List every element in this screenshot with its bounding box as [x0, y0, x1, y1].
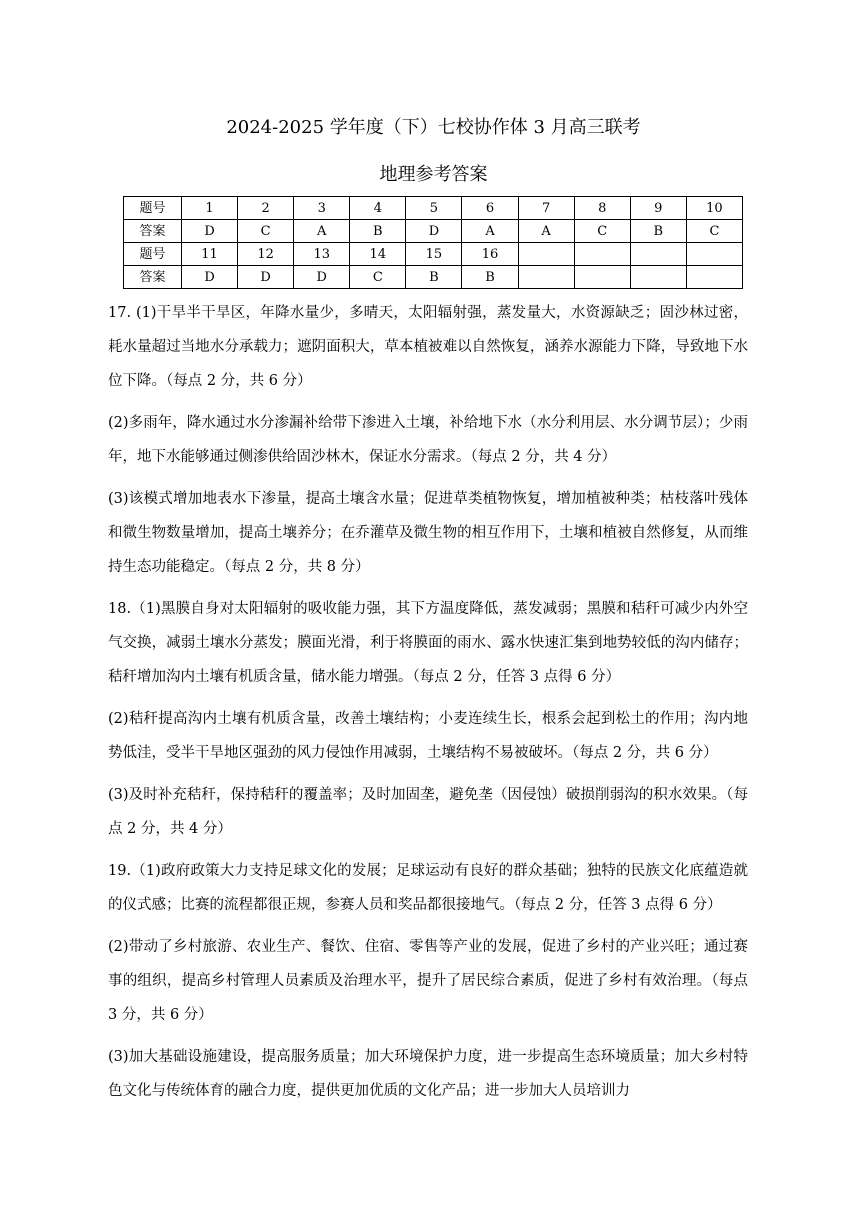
table-cell	[630, 243, 686, 266]
table-cell: B	[462, 266, 518, 289]
table-cell: 答案	[124, 220, 182, 243]
answer-table	[123, 196, 743, 289]
table-cell	[574, 266, 630, 289]
answer-body	[108, 296, 748, 1116]
table-cell: 答案	[124, 266, 182, 289]
document-title: 2024-2025 学年度（下）七校协作体 3 月高三联考	[226, 117, 641, 138]
answer-19-1: 19.（1)政府政策大力支持足球文化的发展；足球运动有良好的群众基础；独特的民族文化底蕴造就的仪式感；比赛的流程都很正规，参赛人员和奖品都很接地气。（每点 2 分，任答 3 点得 6 分）	[108, 863, 748, 913]
table-cell: D	[182, 220, 238, 243]
table-cell: 2	[238, 197, 294, 220]
table-cell: 9	[630, 197, 686, 220]
table-cell: 6	[462, 197, 518, 220]
table-cell: 3	[294, 197, 350, 220]
table-cell: C	[686, 220, 742, 243]
table-cell: C	[350, 266, 406, 289]
table-cell: 4	[350, 197, 406, 220]
table-cell: B	[350, 220, 406, 243]
table-cell: 14	[350, 243, 406, 266]
table-cell	[518, 243, 574, 266]
table-cell: D	[182, 266, 238, 289]
table-cell: 题号	[124, 197, 182, 220]
answer-17-3: (3)该模式增加地表水下渗量，提高土壤含水量；促进草类植物恢复，增加植被种类；枯枝落叶残体和微生物数量增加，提高土壤养分；在乔灌草及微生物的相互作用下，土壤和植被自然修复，从而维持生态功能稳定。（每点 2 分，共 8 分）	[108, 491, 748, 575]
answer-18-1: 18.（1)黑膜自身对太阳辐射的吸收能力强，其下方温度降低，蒸发减弱；黑膜和秸秆可减少内外空气交换，减弱土壤水分蒸发；膜面光滑，利于将膜面的雨水、露水快速汇集到地势较低的沟内储存；秸秆增加沟内土壤有机质含量，储水能力增强。（每点 2 分，任答 3 点得 6 分）	[108, 601, 748, 685]
table-cell: B	[406, 266, 462, 289]
table-cell: 13	[294, 243, 350, 266]
document-subtitle: 地理参考答案	[379, 164, 488, 185]
answer-18-2: (2)秸秆提高沟内土壤有机质含量，改善土壤结构；小麦连续生长，根系会起到松土的作用；沟内地势低洼，受半干旱地区强劲的风力侵蚀作用减弱，土壤结构不易被破坏。（每点 2 分，共 6 分）	[108, 711, 748, 761]
table-cell: 7	[518, 197, 574, 220]
table-cell: C	[574, 220, 630, 243]
table-cell: C	[238, 220, 294, 243]
table-cell	[686, 243, 742, 266]
table-cell: 10	[686, 197, 742, 220]
table-cell: 1	[182, 197, 238, 220]
table-row	[124, 243, 743, 266]
table-cell: B	[630, 220, 686, 243]
table-row	[124, 197, 743, 220]
answer-17-1: 17. (1)干旱半干旱区，年降水量少，多晴天，太阳辐射强，蒸发量大，水资源缺乏；固沙林过密，耗水量超过当地水分承载力；遮阴面积大，草本植被难以自然恢复，涵养水源能力下降，导致地下水位下降。（每点 2 分，共 6 分）	[108, 305, 748, 389]
answer-18-3: (3)及时补充秸秆，保持秸秆的覆盖率；及时加固垄，避免垄（因侵蚀）破损削弱沟的积水效果。（每点 2 分，共 4 分）	[108, 787, 748, 837]
table-cell	[518, 266, 574, 289]
table-cell: D	[406, 220, 462, 243]
table-cell	[574, 243, 630, 266]
table-cell: 11	[182, 243, 238, 266]
table-cell: 5	[406, 197, 462, 220]
answer-19-2: (2)带动了乡村旅游、农业生产、餐饮、住宿、零售等产业的发展，促进了乡村的产业兴旺；通过赛事的组织，提高乡村管理人员素质及治理水平，提升了居民综合素质，促进了乡村有效治理。（每点 3 分，共 6 分）	[108, 939, 748, 1023]
table-cell: 12	[238, 243, 294, 266]
table-cell: 15	[406, 243, 462, 266]
table-cell	[630, 266, 686, 289]
table-cell: A	[294, 220, 350, 243]
answer-17-2: (2)多雨年，降水通过水分渗漏补给带下渗进入土壤，补给地下水（水分利用层、水分调节层）；少雨年，地下水能够通过侧渗供给固沙林木，保证水分需求。（每点 2 分，共 4 分）	[108, 415, 748, 465]
table-cell: A	[518, 220, 574, 243]
table-row	[124, 220, 743, 243]
table-row	[124, 266, 743, 289]
table-cell: D	[294, 266, 350, 289]
table-cell: D	[238, 266, 294, 289]
answer-19-3: (3)加大基础设施建设，提高服务质量；加大环境保护力度，进一步提高生态环境质量；加大乡村特色文化与传统体育的融合力度，提供更加优质的文化产品；进一步加大人员培训力	[108, 1049, 748, 1099]
table-cell: 8	[574, 197, 630, 220]
table-cell: A	[462, 220, 518, 243]
table-cell: 题号	[124, 243, 182, 266]
table-cell	[686, 266, 742, 289]
table-cell: 16	[462, 243, 518, 266]
